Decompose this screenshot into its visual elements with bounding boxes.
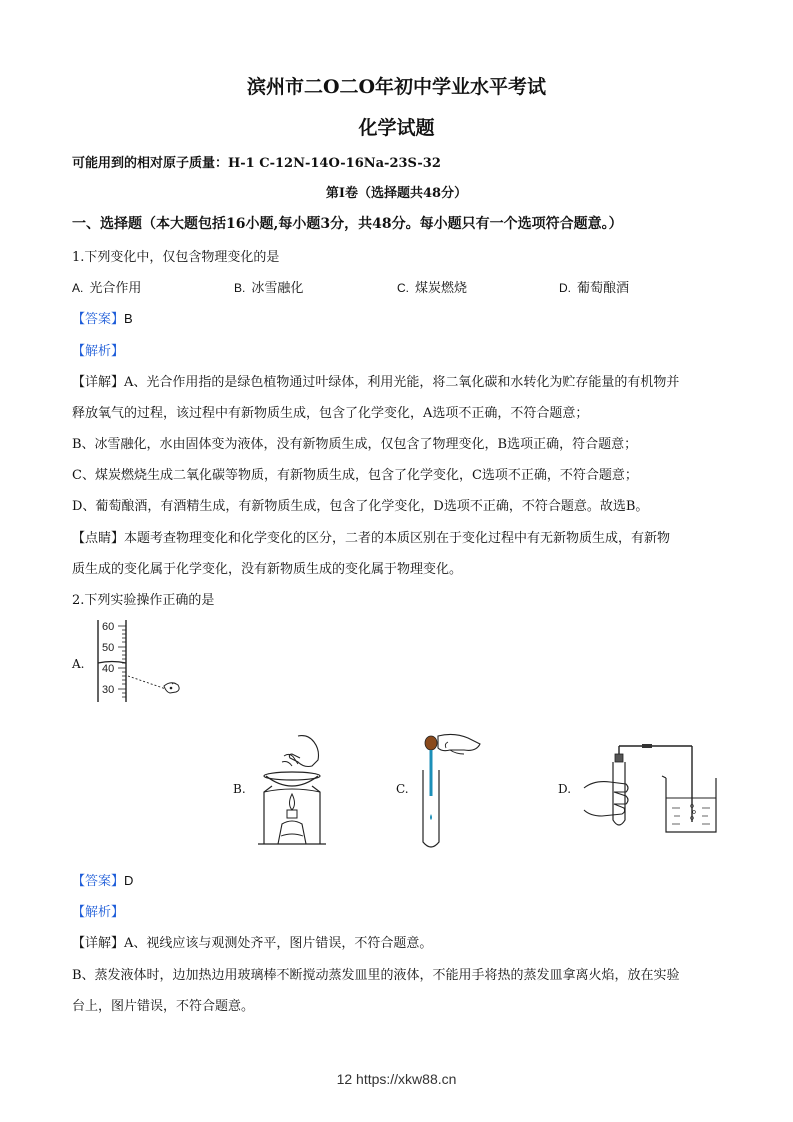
tick-label-30: 30 xyxy=(102,684,115,696)
q1-comment-line-2: 质生成的变化属于化学变化，没有新物质生成的变化属于物理变化。 xyxy=(72,562,463,577)
q2-detail-line-2: B、蒸发液体时，边加热边用玻璃棒不断搅动蒸发皿里的液体，不能用手将热的蒸发皿拿离火焰，放在实验 xyxy=(72,968,680,983)
figure-a-graduated-cylinder xyxy=(92,616,187,704)
q2-detail-line-1: 【详解】A、视线应该与观测处齐平，图片错误，不符合题意。 xyxy=(72,936,433,951)
figure-d-airtightness-check xyxy=(580,742,720,838)
figure-b-evaporation xyxy=(254,732,332,852)
q1-stem: 1.下列变化中，仅包含物理变化的是 xyxy=(72,250,280,265)
tick-label-60: 60 xyxy=(102,621,115,633)
q1-detail-line-3: B、冰雪融化，水由固体变为液体，没有新物质生成，仅包含了物理变化，B选项正确，符合题意； xyxy=(72,437,638,452)
section-heading: 一、选择题（本大题包括16小题,每小题3分，共48分。每小题只有一个选项符合题意。） xyxy=(72,216,623,232)
q2-stem: 2.下列实验操作正确的是 xyxy=(72,593,215,608)
atomic-mass-line: 可能用到的相对原子质量：H-1 C-12N-14O-16Na-23S-32 xyxy=(72,156,441,171)
q1-options xyxy=(72,277,732,297)
answer-tag: 【答案】 xyxy=(72,312,125,327)
q1-option-b: B. 冰雪融化 xyxy=(234,281,304,296)
q1-detail-line-5: D、葡萄酿酒，有酒精生成，有新物质生成，包含了化学变化，D选项不正确，不符合题意。故选B。 xyxy=(72,499,649,514)
figure-c-label: C. xyxy=(396,782,409,796)
page-footer: 12 https://xkw88.cn xyxy=(336,1071,457,1087)
q1-detail-line-1: 【详解】A、光合作用指的是绿色植物通过叶绿体，利用光能，将二氧化碳和水转化为贮存能量的有机物并 xyxy=(72,375,680,390)
figure-c-dropper-test-tube xyxy=(410,730,486,854)
tick-label-50: 50 xyxy=(102,642,115,654)
exam-title: 滨州市二O二O年初中学业水平考试 xyxy=(246,76,547,98)
q1-analysis-tag: 【解析】 xyxy=(72,344,125,359)
q1-option-a: A. 光合作用 xyxy=(72,281,142,296)
q1-answer: 【答案】B xyxy=(72,311,133,327)
figure-a-label: A. xyxy=(72,657,85,671)
volume-heading: 第I卷（选择题共48分） xyxy=(325,186,468,201)
q1-comment-line-1: 【点睛】本题考查物理变化和化学变化的区分，二者的本质区别在于变化过程中有无新物质生成，有新物 xyxy=(72,531,671,546)
q2-detail-line-3: 台上，图片错误，不符合题意。 xyxy=(72,999,255,1014)
exam-subtitle: 化学试题 xyxy=(358,117,435,139)
q1-detail-line-4: C、煤炭燃烧生成二氧化碳等物质，有新物质生成，包含了化学变化，C选项不正确，不符合题意； xyxy=(72,468,638,483)
figure-b-label: B. xyxy=(233,782,246,796)
figure-d-label: D. xyxy=(558,782,572,796)
q1-detail-line-2: 释放氧气的过程，该过程中有新物质生成，包含了化学变化，A选项不正确，不符合题意； xyxy=(72,406,589,421)
q2-analysis-tag: 【解析】 xyxy=(72,905,125,920)
q1-option-c: C. 煤炭燃烧 xyxy=(397,281,468,296)
q1-option-d: D. 葡萄酿酒 xyxy=(559,281,630,296)
q2-answer: 【答案】D xyxy=(72,873,134,889)
tick-label-40: 40 xyxy=(102,663,115,675)
